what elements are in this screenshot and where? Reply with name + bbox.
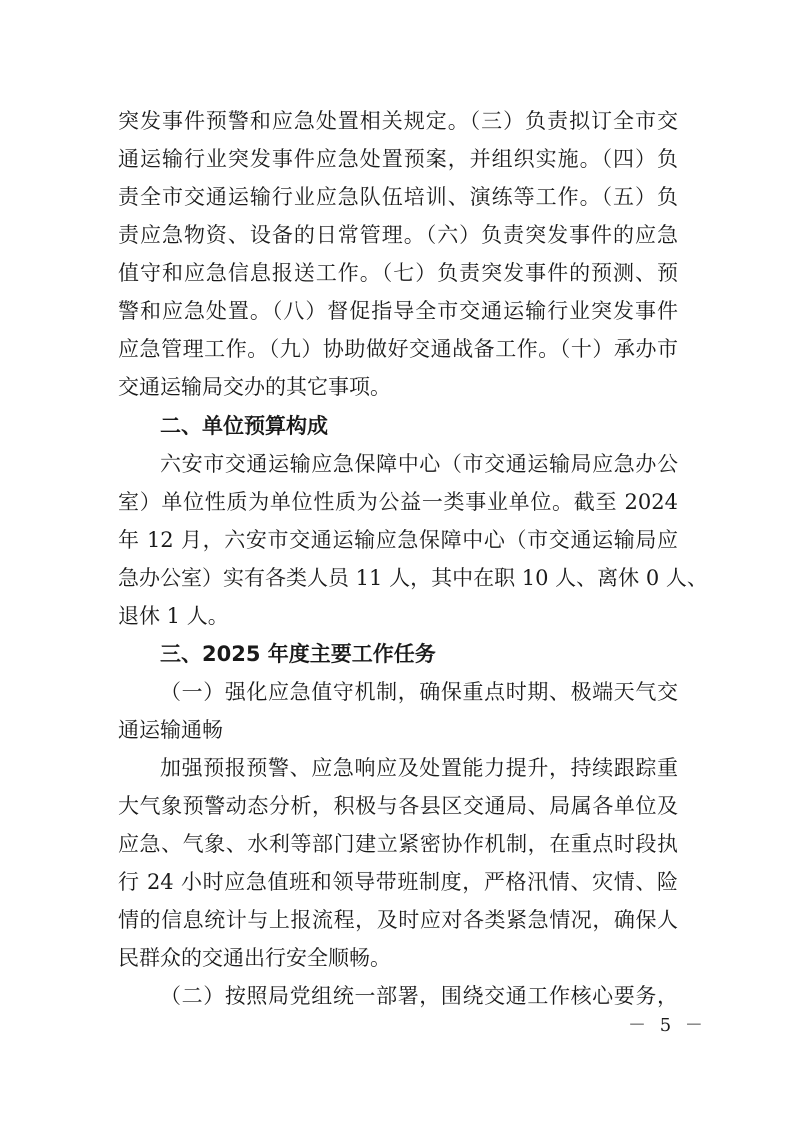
paragraph-line: 退休 1 人。 bbox=[118, 604, 229, 628]
paragraph-line: 情的信息统计与上报流程，及时应对各类紧急情况，确保人 bbox=[118, 908, 678, 932]
paragraph-line: 责应急物资、设备的日常管理。（六）负责突发事件的应急 bbox=[118, 223, 678, 247]
page-number: － 5 － bbox=[628, 1015, 707, 1036]
paragraph-line: 急办公室）实有各类人员 11 人，其中在职 10 人、离休 0 人、 bbox=[118, 566, 708, 590]
paragraph-line: 警和应急处置。（八）督促指导全市交通运输行业突发事件 bbox=[118, 299, 678, 323]
paragraph-line: 行 24 小时应急值班和领导带班制度，严格汛情、灾情、险 bbox=[118, 870, 678, 894]
subsection-line: 通运输通畅 bbox=[118, 718, 223, 742]
paragraph-line: 责全市交通运输行业应急队伍培训、演练等工作。（五）负 bbox=[118, 185, 678, 209]
paragraph-line: 室）单位性质为单位性质为公益一类事业单位。截至 2024 bbox=[118, 490, 678, 514]
subsection-line: （二）按照局党组统一部署，围绕交通工作核心要务， bbox=[160, 984, 678, 1008]
paragraph-line: 年 12 月，六安市交通运输应急保障中心（市交通运输局应 bbox=[118, 528, 678, 552]
section-heading-budget: 二、单位预算构成 bbox=[160, 414, 328, 438]
subsection-line: （一）强化应急值守机制，确保重点时期、极端天气交 bbox=[160, 680, 678, 704]
paragraph-line: 突发事件预警和应急处置相关规定。（三）负责拟订全市交 bbox=[118, 109, 678, 133]
paragraph-line: 加强预报预警、应急响应及处置能力提升，持续跟踪重 bbox=[160, 756, 678, 780]
paragraph-line: 交通运输局交办的其它事项。 bbox=[118, 375, 391, 399]
paragraph-line: 六安市交通运输应急保障中心（市交通运输局应急办公 bbox=[160, 452, 678, 476]
paragraph-line: 值守和应急信息报送工作。（七）负责突发事件的预测、预 bbox=[118, 261, 678, 285]
section-heading-tasks: 三、2025 年度主要工作任务 bbox=[160, 642, 436, 666]
paragraph-line: 通运输行业突发事件应急处置预案，并组织实施。（四）负 bbox=[118, 147, 678, 171]
paragraph-line: 应急、气象、水利等部门建立紧密协作机制，在重点时段执 bbox=[118, 832, 678, 856]
paragraph-line: 大气象预警动态分析，积极与各县区交通局、局属各单位及 bbox=[118, 794, 678, 818]
paragraph-line: 应急管理工作。（九）协助做好交通战备工作。（十）承办市 bbox=[118, 337, 678, 361]
paragraph-line: 民群众的交通出行安全顺畅。 bbox=[118, 946, 391, 970]
